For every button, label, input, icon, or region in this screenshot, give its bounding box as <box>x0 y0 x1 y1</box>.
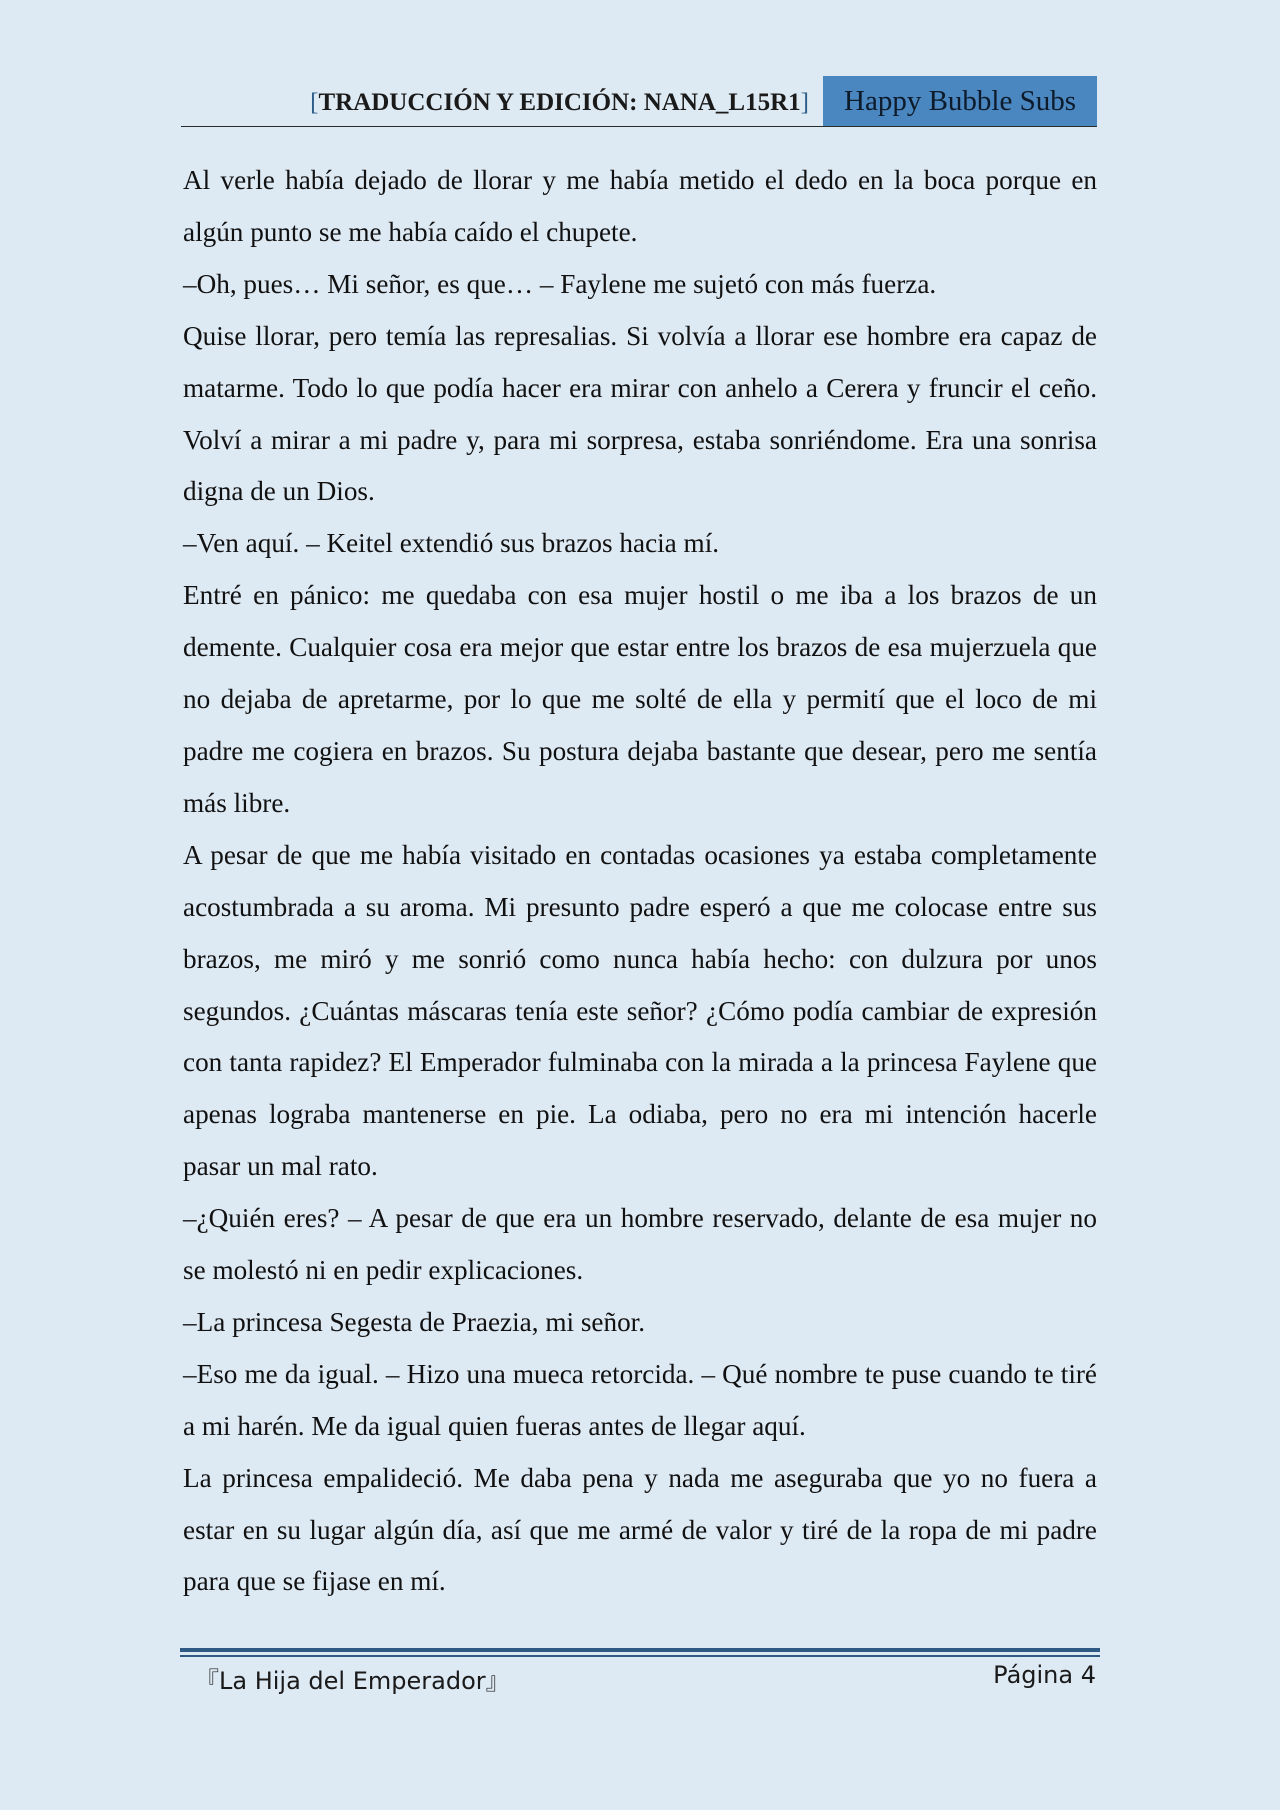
footer-divider-thick <box>180 1648 1100 1652</box>
paragraph: La princesa empalideció. Me daba pena y nada me aseguraba que yo no fuera a estar en su lugar algún día, así que me armé de valor y tiré de la ropa de mi padre para que se fijase en mí. <box>183 1462 1097 1597</box>
paragraph: –La princesa Segesta de Praezia, mi señor. <box>183 1306 646 1337</box>
body-text <box>183 155 1097 1608</box>
credit-close-bracket: ] <box>800 89 809 116</box>
paragraph: –Eso me da igual. – Hizo una mueca retorcida. – Qué nombre te puse cuando te tiré a mi harén. Me da igual quien fueras antes de llegar aquí. <box>183 1358 1097 1441</box>
paragraph: –Ven aquí. – Keitel extendió sus brazos hacia mí. <box>183 528 720 559</box>
credit-text: TRADUCCIÓN Y EDICIÓN: NANA_L15R1 <box>318 89 801 116</box>
group-badge: Happy Bubble Subs <box>823 76 1097 126</box>
paragraph: Quise llorar, pero temía las represalias. Si volvía a llorar ese hombre era capaz de matarme. Todo lo que podía hacer era mirar con anhelo a Cerera y fruncir el ceño. Volví a mirar a mi padre y, para mi sorpresa, estaba sonriéndome. Era una sonrisa digna de un Dios. <box>183 320 1097 507</box>
paragraph: Entré en pánico: me quedaba con esa mujer hostil o me iba a los brazos de un demente. Cualquier cosa era mejor que estar entre los brazos de esa mujerzuela que no dejaba de apretarme, por lo que me solté de ella y permití que el loco de mi padre me cogiera en brazos. Su postura dejaba bastante que desear, pero me sentía más libre. <box>183 580 1097 818</box>
paragraph: Al verle había dejado de llorar y me había metido el dedo en la boca porque en algún punto se me había caído el chupete. <box>183 165 1097 247</box>
paragraph: A pesar de que me había visitado en contadas ocasiones ya estaba completamente acostumbrada a su aroma. Mi presunto padre esperó a que me colocase entre sus brazos, me miró y me sonrió como nunca había hecho: con dulzura por unos segundos. ¿Cuántas máscaras tenía este señor? ¿Cómo podía cambiar de expresión con tanta rapidez? El Emperador fulminaba con la mirada a la princesa Faylene que apenas lograba mantenerse en pie. La odiaba, pero no era mi intención hacerle pasar un mal rato. <box>183 839 1097 1182</box>
credit-open-bracket: [ <box>310 89 319 116</box>
paragraph: –Oh, pues… Mi señor, es que… – Faylene me sujetó con más fuerza. <box>183 268 937 299</box>
page-number: Página 4 <box>993 1661 1096 1689</box>
book-title: 『La Hija del Emperador』 <box>195 1667 510 1695</box>
paragraph: –¿Quién eres? – A pesar de que era un hombre reservado, delante de esa mujer no se molestó ni en pedir explicaciones. <box>183 1203 1097 1286</box>
footer-divider-thin <box>180 1655 1100 1657</box>
page-header <box>181 76 1097 127</box>
translation-credit <box>310 89 809 117</box>
